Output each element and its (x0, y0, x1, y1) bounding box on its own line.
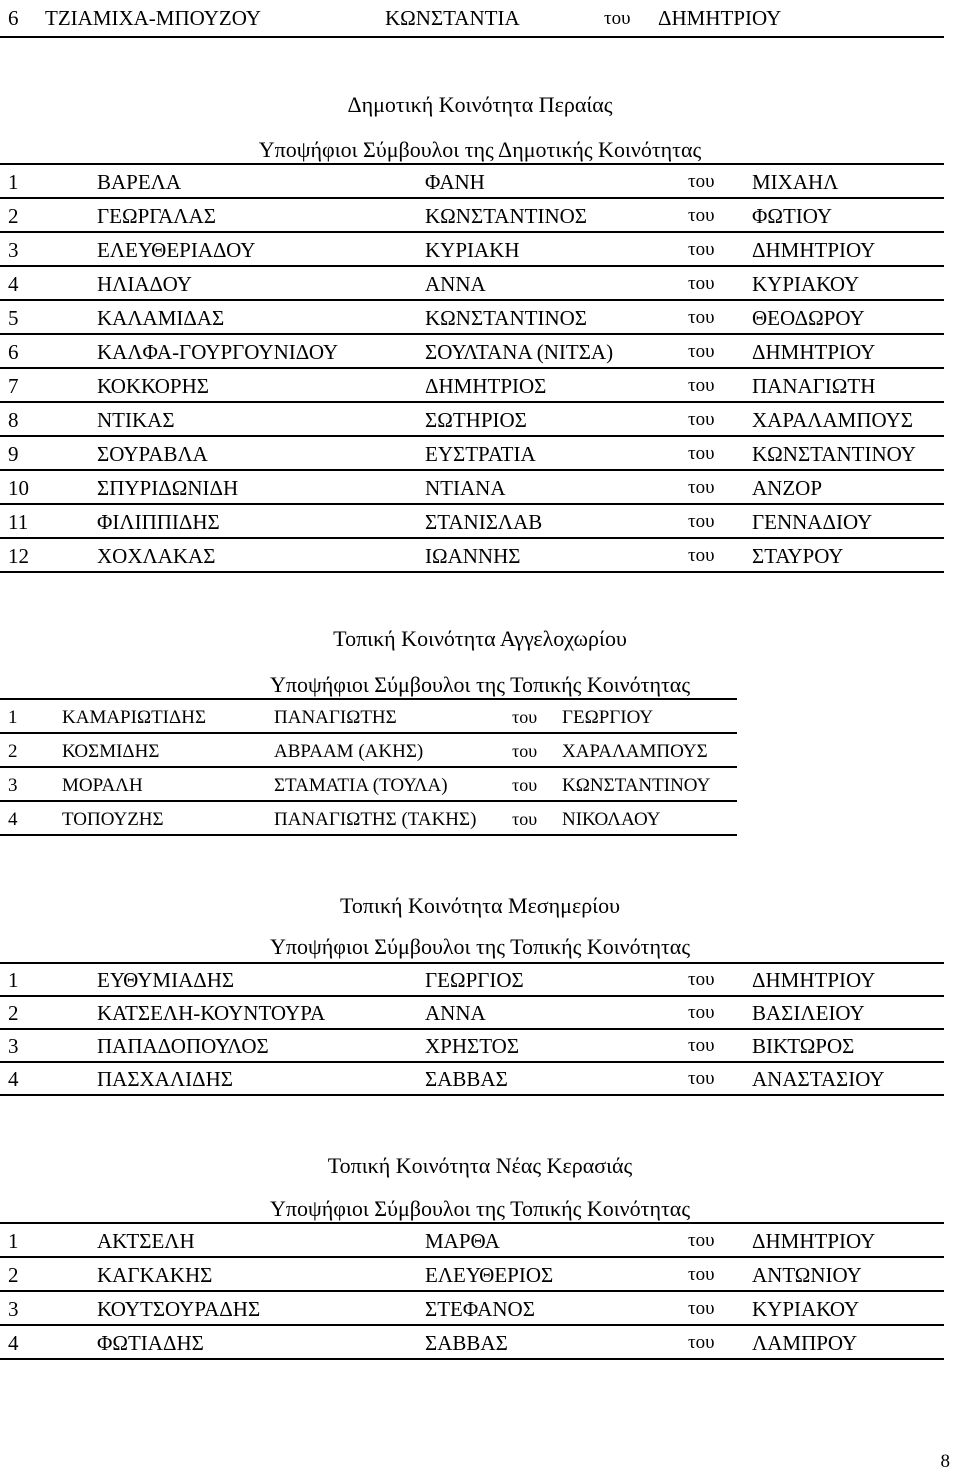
row-surname: ΕΥΘΥΜΙΑΔΗΣ (97, 968, 235, 992)
row-name: ΔΗΜΗΤΡΙΟΣ (425, 374, 547, 398)
row-father: ΑΝΑΣΤΑΣΙΟΥ (752, 1067, 885, 1091)
table-row (0, 471, 944, 505)
row-tou: του (688, 239, 715, 260)
table-row (0, 768, 737, 802)
row-number: 3 (8, 1297, 19, 1321)
row-number: 2 (8, 1263, 19, 1287)
row-father: ΘΕΟΔΩΡΟΥ (752, 306, 865, 330)
row-number: 9 (8, 442, 19, 466)
row-name: ΚΥΡΙΑΚΗ (425, 238, 520, 262)
row-number: 7 (8, 374, 19, 398)
row-number: 1 (8, 170, 19, 194)
row-father: ΦΩΤΙΟΥ (752, 204, 833, 228)
table-row (0, 301, 944, 335)
row-father: ΚΥΡΙΑΚΟΥ (752, 272, 860, 296)
row-tou: του (688, 1230, 715, 1251)
row-surname: ΚΟΣΜΙΔΗΣ (62, 741, 160, 762)
row-tou: του (688, 341, 715, 362)
row-number: 4 (8, 272, 19, 296)
row-father: ΧΑΡΑΛΑΜΠΟΥΣ (562, 741, 708, 762)
row-number: 4 (8, 1067, 19, 1091)
table-row (0, 335, 944, 369)
row-surname: ΧΟΧΛΑΚΑΣ (97, 544, 216, 568)
row-name: ΓΕΩΡΓΙΟΣ (425, 968, 524, 992)
row-surname: ΚΑΛΑΜΙΔΑΣ (97, 306, 225, 330)
row-father: ΜΙΧΑΗΛ (752, 170, 839, 194)
row-surname: ΣΠΥΡΙΔΩΝΙΔΗ (97, 476, 239, 500)
row-father: ΧΑΡΑΛΑΜΠΟΥΣ (752, 408, 914, 432)
table-row (0, 403, 944, 437)
section-subheading: Υποψήφιοι Σύμβουλοι της Δημοτικής Κοινότητας (258, 137, 702, 162)
table-row (0, 1326, 944, 1360)
row-surname: ΚΑΜΑΡΙΩΤΙΔΗΣ (62, 707, 207, 728)
row-name: ΕΥΣΤΡΑΤΙΑ (425, 442, 536, 466)
row-father: ΒΑΣΙΛΕΙΟΥ (752, 1001, 865, 1025)
row-number: 8 (8, 408, 19, 432)
row-tou: του (688, 307, 715, 328)
page-number: 8 (940, 1451, 950, 1472)
row-tou: του (688, 969, 715, 990)
row-name: ΣΤΕΦΑΝΟΣ (425, 1297, 535, 1321)
row-number: 3 (8, 238, 19, 262)
table-row (0, 437, 944, 471)
row-father: ΚΥΡΙΑΚΟΥ (752, 1297, 860, 1321)
row-name: ΣΩΤΗΡΙΟΣ (425, 408, 527, 432)
row-name: ΚΩΝΣΤΑΝΤΙΝΟΣ (425, 306, 588, 330)
row-father: ΣΤΑΥΡΟΥ (752, 544, 844, 568)
row-name: ΑΒΡΑΑΜ (ΑΚΗΣ) (274, 741, 424, 762)
row-number: 2 (8, 204, 19, 228)
row-number: 4 (8, 1331, 19, 1355)
row-father: ΛΑΜΠΡΟΥ (752, 1331, 858, 1355)
row-father: ΔΗΜΗΤΡΙΟΥ (658, 6, 782, 30)
row-number: 11 (8, 510, 29, 534)
row-number: 1 (8, 1229, 19, 1253)
row-father: ΔΗΜΗΤΡΙΟΥ (752, 238, 876, 262)
row-father: ΔΗΜΗΤΡΙΟΥ (752, 1229, 876, 1253)
row-tou: του (688, 1298, 715, 1319)
table-row (0, 734, 737, 768)
section-heading: Τοπική Κοινότητα Μεσημερίου (340, 893, 620, 918)
table-row (0, 700, 737, 734)
table-row (0, 964, 944, 997)
row-surname: ΚΟΥΤΣΟΥΡΑΔΗΣ (97, 1297, 261, 1321)
row-father: ΝΙΚΟΛΑΟΥ (562, 809, 661, 830)
row-surname: ΚΑΓΚΑΚΗΣ (97, 1263, 213, 1287)
section-subheading: Υποψήφιοι Σύμβουλοι της Τοπικής Κοινότητας (269, 672, 691, 697)
section-subheading: Υποψήφιοι Σύμβουλοι της Τοπικής Κοινότητας (269, 934, 691, 959)
row-name: ΚΩΝΣΤΑΝΤΙΝΟΣ (425, 204, 588, 228)
row-father: ΔΗΜΗΤΡΙΟΥ (752, 340, 876, 364)
row-surname: ΝΤΙΚΑΣ (97, 408, 175, 432)
row-surname: ΜΟΡΑΛΗ (62, 775, 143, 796)
row-surname: ΑΚΤΣΕΛΗ (97, 1229, 195, 1253)
row-surname: ΚΑΤΣΕΛΗ-ΚΟΥΝΤΟΥΡΑ (97, 1001, 326, 1025)
row-number: 1 (8, 968, 19, 992)
row-father: ΑΝΖΟΡ (752, 476, 823, 500)
row-tou: του (688, 1264, 715, 1285)
row-number: 6 (8, 340, 19, 364)
row-name: ΜΑΡΘΑ (425, 1229, 500, 1253)
row-tou: του (688, 1068, 715, 1089)
row-number: 4 (8, 809, 18, 830)
row-father: ΑΝΤΩΝΙΟΥ (752, 1263, 862, 1287)
row-name: ΣΑΒΒΑΣ (425, 1067, 508, 1091)
row-tou: του (512, 741, 538, 761)
row-name: ΣΤΑΜΑΤΙΑ (ΤΟΥΛΑ) (274, 775, 448, 796)
row-surname: ΤΟΠΟΥΖΗΣ (62, 809, 164, 830)
row-number: 6 (8, 6, 19, 30)
row-surname: ΤΖΙΑΜΙΧΑ-ΜΠΟΥΖΟΥ (45, 6, 262, 30)
row-tou: του (688, 477, 715, 498)
row-tou: του (604, 8, 631, 29)
row-tou: του (688, 511, 715, 532)
row-number: 3 (8, 775, 18, 796)
row-father: ΓΕΩΡΓΙΟΥ (562, 707, 654, 728)
row-name: ΣΤΑΝΙΣΛΑΒ (425, 510, 543, 534)
table-row (0, 267, 944, 301)
row-name: ΣΑΒΒΑΣ (425, 1331, 508, 1355)
row-name: ΑΝΝΑ (425, 1001, 486, 1025)
table-row (0, 1224, 944, 1258)
row-name: ΕΛΕΥΘΕΡΙΟΣ (425, 1263, 554, 1287)
row-surname: ΒΑΡΕΛΑ (97, 170, 182, 194)
row-number: 10 (8, 476, 29, 500)
row-tou: του (688, 171, 715, 192)
continuation-row (0, 0, 944, 38)
row-father: ΒΙΚΤΩΡΟΣ (752, 1034, 855, 1058)
row-tou: του (688, 273, 715, 294)
row-name: ΧΡΗΣΤΟΣ (425, 1034, 520, 1058)
row-name: ΝΤΙΑΝΑ (425, 476, 506, 500)
table-row (0, 539, 944, 573)
row-tou: του (512, 809, 538, 829)
row-surname: ΠΑΣΧΑΛΙΔΗΣ (97, 1067, 233, 1091)
table-row (0, 1258, 944, 1292)
row-surname: ΕΛΕΥΘΕΡΙΑΔΟΥ (97, 238, 256, 262)
table-row (0, 1292, 944, 1326)
row-tou: του (688, 409, 715, 430)
table-row (0, 1063, 944, 1096)
row-number: 2 (8, 1001, 19, 1025)
row-number: 1 (8, 707, 18, 728)
row-tou: του (688, 443, 715, 464)
row-number: 2 (8, 741, 18, 762)
row-father: ΠΑΝΑΓΙΩΤΗ (752, 374, 876, 398)
row-number: 5 (8, 306, 19, 330)
row-name: ΠΑΝΑΓΙΩΤΗΣ (274, 707, 397, 728)
row-surname: ΠΑΠΑΔΟΠΟΥΛΟΣ (97, 1034, 269, 1058)
row-father: ΚΩΝΣΤΑΝΤΙΝΟΥ (562, 775, 711, 796)
table-row (0, 505, 944, 539)
row-surname: ΣΟΥΡΑΒΛΑ (97, 442, 208, 466)
table-row (0, 997, 944, 1030)
row-tou: του (688, 205, 715, 226)
row-tou: του (688, 1035, 715, 1056)
row-name: ΠΑΝΑΓΙΩΤΗΣ (ΤΑΚΗΣ) (274, 809, 477, 830)
section-heading: Τοπική Κοινότητα Νέας Κερασιάς (327, 1153, 633, 1178)
row-father: ΚΩΝΣΤΑΝΤΙΝΟΥ (752, 442, 916, 466)
section-subheading: Υποψήφιοι Σύμβουλοι της Τοπικής Κοινότητας (269, 1196, 691, 1221)
table-row (0, 1030, 944, 1063)
row-surname: ΚΑΛΦΑ-ΓΟΥΡΓΟΥΝΙΔΟΥ (97, 340, 339, 364)
row-surname: ΓΕΩΡΓΑΛΑΣ (97, 204, 216, 228)
row-surname: ΦΩΤΙΑΔΗΣ (97, 1331, 204, 1355)
row-tou: του (688, 545, 715, 566)
row-father: ΔΗΜΗΤΡΙΟΥ (752, 968, 876, 992)
row-tou: του (688, 375, 715, 396)
section-heading: Δημοτική Κοινότητα Περαίας (347, 92, 613, 117)
table-row (0, 369, 944, 403)
row-tou: του (688, 1002, 715, 1023)
row-name: ΣΟΥΛΤΑΝΑ (ΝΙΤΣΑ) (425, 340, 614, 364)
row-surname: ΚΟΚΚΟΡΗΣ (97, 374, 210, 398)
row-name: ΙΩΑΝΝΗΣ (425, 544, 521, 568)
table-row (0, 165, 944, 199)
row-number: 12 (8, 544, 29, 568)
row-tou: του (512, 707, 538, 727)
row-name: ΑΝΝΑ (425, 272, 486, 296)
table-row (0, 233, 944, 267)
row-surname: ΦΙΛΙΠΠΙΔΗΣ (97, 510, 220, 534)
row-father: ΓΕΝΝΑΔΙΟΥ (752, 510, 873, 534)
row-tou: του (512, 775, 538, 795)
section-heading: Τοπική Κοινότητα Αγγελοχωρίου (333, 626, 627, 651)
row-name: ΚΩΝΣΤΑΝΤΙΑ (385, 6, 520, 30)
row-name: ΦΑΝΗ (425, 170, 485, 194)
table-row (0, 802, 737, 836)
row-tou: του (688, 1332, 715, 1353)
row-surname: ΗΛΙΑΔΟΥ (97, 272, 192, 296)
table-row (0, 199, 944, 233)
row-number: 3 (8, 1034, 19, 1058)
